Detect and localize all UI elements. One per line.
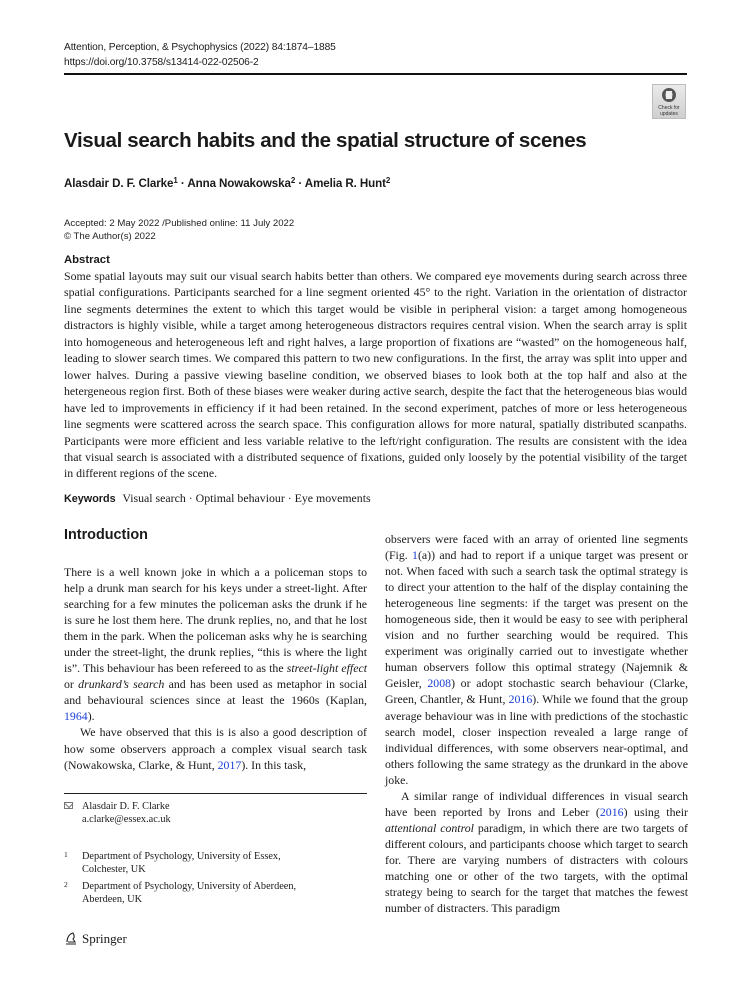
affiliation-1: 1 Department of Psychology, University of Essex, Colchester, UK [64,850,281,875]
corresponding-author [64,800,367,828]
citation-link[interactable]: 1964 [64,709,88,724]
author-list [64,176,390,190]
abstract-text: Some spatial layouts may suit our visual search habits better than others. We compared eye movements during search across three spatial configurations. Participants searched for a line segment oriented 45° to the right. Variation in the orientation of distractor line segments determines the extent to which this target would be visible in peripheral vision: a target among homogeneous distractors is highly visible, while a target among heterogeneous distractors requires central vision. When the search array is split into homogeneous and heterogeneous left and right halves, a large proportion of fixations are “wasted” on the homogeneous half, leading to slower search times. We compared this pattern to two new configurations. In the first, the array was split into upper and lower halves. During a passive viewing baseline condition, we observed biases to look both at the top half and also at the hetergeneous region first. Both of these biases were weaker during active search, despite the fact that the heterogeneous bias would have led to improvements in efficiency if it had been retained. In the second experiment, patches of more or less heterogeneous line segments were scattered across the search space. This configuration allows for more natural, spatially distributed scanpaths. Participants were more efficient and less variable relative to the left/right configuration. The results are consistent with the idea that visual search is associated with a distributed sequence of fixations, guided only loosely by the potential visibility of the target in different regions of the scene. [64,269,687,481]
crossmark-label: Check for updates [658,105,680,117]
introduction-heading: Introduction [64,527,148,543]
footnote-rule [64,793,367,794]
paper-title: Visual search habits and the spatial structure of scenes [64,129,587,152]
body-column-left [64,564,367,773]
citation-link[interactable]: 2016 [599,804,624,819]
body-column-right [385,531,688,916]
affiliation-marker: 2 [290,176,296,185]
author-separator: · [295,177,305,190]
citation-link[interactable]: 2008 [427,676,452,691]
emphasis: drunkard’s search [78,677,165,692]
emphasis: street-light effect [286,661,367,676]
envelope-icon [64,802,73,809]
emphasis: attentional control [385,820,474,835]
copyright-line: © The Author(s) 2022 [64,231,156,242]
corresponding-author-email[interactable]: a.clarke@essex.ac.uk [82,814,171,825]
paragraph: observers were faced with an array of oriented line segments (Fig. 1(a)) and had to report if a unique target was present or not. When faced with such a search task the optimal strategy is to direct your attention to the half of the display containing the heterogeneous line segments: if the target was present on the homogeneous side, then it would be easy to see with peripheral vision and no further searching would be required. This experiment was originally carried out to investigate whether human observers follow this optimal strategy (Najemnik & Geisler, 2008) or adopt stochastic search behaviour (Clarke, Green, Chantler, & Hunt, 2016). While we found that the group average behaviour was in line with predictions of the stochastic search model, closer inspection revealed a large range of individual differences, with some observers near-optimal, and others following the same strategy as the drunkard in the above joke. [385,532,689,787]
affiliation-marker: 1 [173,176,178,185]
publisher-name: Springer [82,931,127,946]
keywords-label: Keywords [64,493,116,505]
author-name[interactable]: Alasdair D. F. Clarke [64,177,174,190]
publication-dates [64,217,294,243]
doi-link[interactable]: https://doi.org/10.3758/s13414-022-02506-2 [64,57,259,68]
corresponding-author-name: Alasdair D. F. Clarke [82,801,170,812]
citation-link[interactable]: 2016 [508,692,533,707]
abstract-heading: Abstract [64,254,110,266]
publisher-logo [64,931,127,947]
author-name[interactable]: Amelia R. Hunt [304,177,386,190]
keywords-list: Visual search · Optimal behaviour · Eye movements [122,491,371,505]
running-head [64,40,336,70]
accepted-published-line: Accepted: 2 May 2022 /Published online: 11 July 2022 [64,218,295,229]
affiliation-marker: 2 [385,176,391,185]
journal-citation: Attention, Perception, & Psychophysics (2022) 84:1874–1885 [64,42,336,53]
figure-link[interactable]: 1 [412,548,418,563]
author-name[interactable]: Anna Nowakowska [187,177,291,190]
affiliation-number: 2 [64,880,68,889]
check-for-updates-button[interactable] [652,84,686,119]
affiliation-2: 2 Department of Psychology, University of Aberdeen, Aberdeen, UK [64,880,297,905]
paragraph: We have observed that this is is also a good description of how some observers approach a complex visual search task (Nowakowska, Clarke, & Hunt, 2017). In this task, [64,725,367,772]
paragraph: There is a well known joke in which a a policeman stops to help a drunk man search for his keys under a street-light. After searching for a few minutes the policeman asks the drunk if he is sure he lost them here. The drunk replies, no, and that he lost them in the park. When the policeman asks why he is searching under the street-light, the drunk replies, “this is where the light is”. This behaviour has been refereed to as the street-light effect or drunkard’s search and has been used as metaphor in social and behavioural sciences since at least the 1960s (Kaplan, 1964). [64,565,368,724]
springer-horse-icon [64,932,78,945]
paragraph: A similar range of individual differences in visual search have been reported by Irons and Leber (2016) using their attentional control paradigm, in which there are two targets of different colours, and participants choose which target to search for. There are varying numbers of distracters with colours matching one or other of the two targets, with the optimal strategy being to search for the target that matches the fewest number of distracters. This paradigm [385,788,688,916]
affiliation-number: 1 [64,850,68,859]
citation-link[interactable]: 2017 [217,757,242,772]
keywords [64,491,371,506]
crossmark-flag [666,91,672,99]
header-rule [64,73,687,75]
author-separator: · [177,177,188,190]
